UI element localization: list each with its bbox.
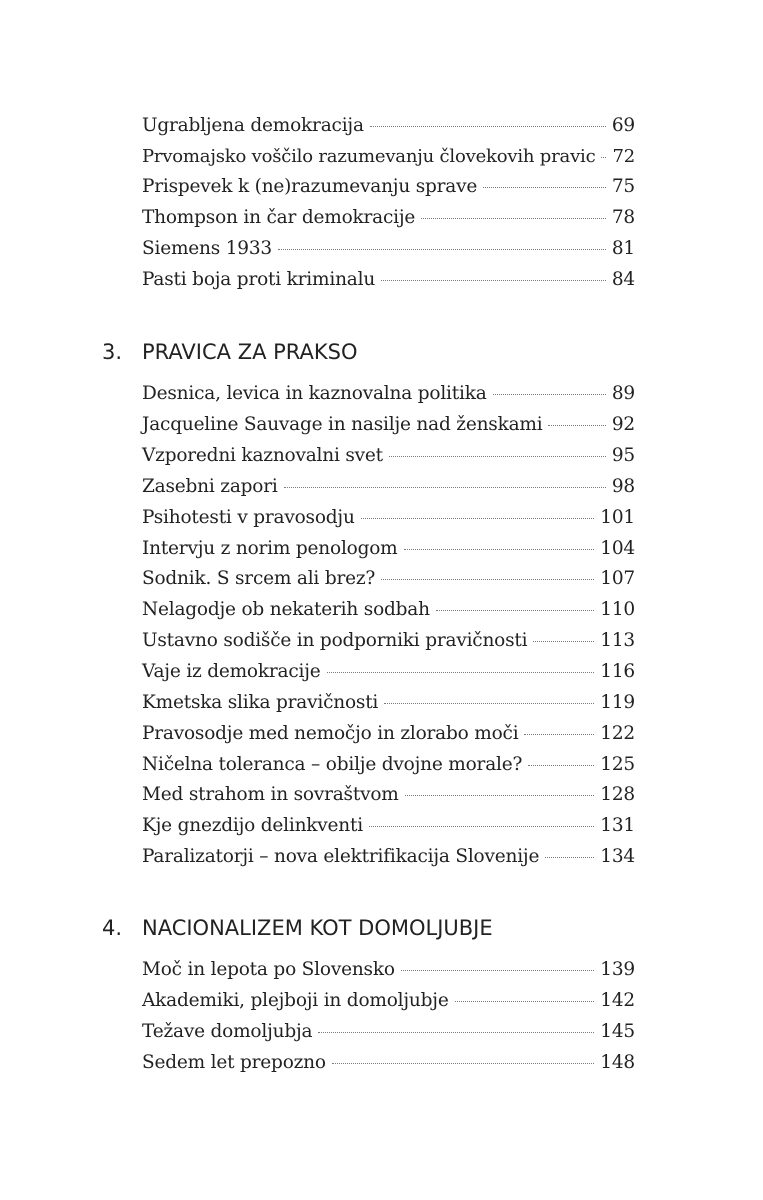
toc-entry-title: Vzporedni kaznovalni svet [142,445,383,466]
toc-entry-page: 104 [600,538,635,559]
toc-entry-title: Težave domoljubja [142,1021,313,1042]
toc-entry-title: Moč in lepota po Slovensko [142,959,395,980]
toc-entry [142,688,635,718]
dot-leader [455,1001,595,1002]
toc-entry-page: 110 [600,599,635,620]
dot-leader [483,187,606,188]
toc-entry-page: 72 [612,146,635,167]
dot-leader [284,487,606,488]
toc-entry-title: Sodnik. S srcem ali brez? [142,568,376,589]
toc-entry-page: 139 [600,959,635,980]
toc-entry [142,564,635,594]
toc-entry [142,1017,635,1047]
dot-leader [545,857,594,858]
toc-entry-title: Zasebni zapori [142,476,278,497]
toc-entry-page: 128 [600,784,635,805]
toc-entry [142,595,635,625]
dot-leader [493,394,606,395]
toc-entry-title: Siemens 1933 [142,238,272,259]
toc-entry-title: Intervju z norim penologom [142,538,398,559]
toc-entry [142,1048,635,1078]
toc-entry-page: 119 [600,692,635,713]
toc-entry-title: Pasti boja proti kriminalu [142,269,376,290]
dot-leader [401,970,595,971]
toc-entry-page: 84 [611,269,635,290]
dot-leader [436,610,594,611]
dot-leader [318,1032,594,1033]
toc-entry-title: Paralizatorji – nova elektrifikacija Slovenije [142,846,540,867]
toc-entry [142,503,635,533]
toc-entry [142,203,635,233]
toc-entry [142,265,635,295]
toc-entry-title: Thompson in čar demokracije [142,207,416,228]
toc-entry-page: 116 [600,661,635,682]
dot-leader [369,826,594,827]
toc-entry-page: 148 [600,1052,635,1073]
toc-entry [142,472,635,502]
toc-entry [142,142,635,172]
toc-entry-page: 75 [611,176,635,197]
toc-entry-title: Prispevek k (ne)razumevanju sprave [142,176,478,197]
toc-entry [142,750,635,780]
dot-leader [327,672,595,673]
toc-entry [142,172,635,202]
toc-entry-title: Kmetska slika pravičnosti [142,692,379,713]
toc-entry-page: 107 [600,568,635,589]
toc-entry-page: 69 [611,115,635,136]
toc-entry-title: Med strahom in sovraštvom [142,784,399,805]
toc-entry-page: 92 [611,414,635,435]
toc-entry-title: Ugrabljena demokracija [142,115,364,136]
toc-entry-page: 122 [600,723,635,744]
dot-leader [381,579,594,580]
dot-leader [548,425,605,426]
section-heading [102,335,358,369]
dot-leader [370,126,606,127]
toc-entry-page: 125 [600,754,635,775]
section-title: NACIONALIZEM KOT DOMOLJUBJE [142,916,493,940]
toc-entry [142,811,635,841]
toc-entry-page: 89 [611,383,635,404]
toc-entry [142,379,635,409]
toc-entry-title: Nelagodje ob nekaterih sodbah [142,599,430,620]
toc-entry [142,780,635,810]
toc-entry-title: Vaje iz demokracije [142,661,321,682]
toc-entry [142,410,635,440]
dot-leader [405,795,595,796]
toc-entry-title: Prvomajsko voščilo razumevanju človekovih pravic [142,146,596,167]
dot-leader [524,734,594,735]
toc-entry-title: Pravosodje med nemočjo in zlorabo moči [142,723,519,744]
toc-entry-page: 142 [600,990,635,1011]
dot-leader [533,641,594,642]
dot-leader [361,518,595,519]
toc-entry [142,842,635,872]
toc-entry [142,111,635,141]
toc-entry [142,657,635,687]
dot-leader [278,249,606,250]
dot-leader [384,703,594,704]
toc-entry-title: Jacqueline Sauvage in nasilje nad ženskami [142,414,543,435]
dot-leader [389,456,606,457]
toc-entry-title: Desnica, levica in kaznovalna politika [142,383,487,404]
toc-entry [142,955,635,985]
toc-entry [142,626,635,656]
toc-entry-title: Ničelna toleranca – obilje dvojne morale? [142,754,523,775]
toc-entry-title: Ustavno sodišče in podporniki pravičnosti [142,630,528,651]
toc-entry-title: Akademiki, plejboji in domoljubje [142,990,449,1011]
toc-entry-page: 113 [600,630,635,651]
toc-entry-page: 145 [600,1021,635,1042]
dot-leader [332,1063,594,1064]
dot-leader [381,280,606,281]
toc-entry-page: 98 [611,476,635,497]
dot-leader [404,549,595,550]
dot-leader [528,765,594,766]
dot-leader [601,157,606,158]
section-heading [102,911,493,945]
toc-entry-page: 95 [611,445,635,466]
toc-entry-title: Kje gnezdijo delinkventi [142,815,363,836]
toc-entry-page: 134 [600,846,635,867]
toc-entry [142,234,635,264]
toc-entry [142,719,635,749]
toc-entry-page: 131 [600,815,635,836]
toc-entry [142,986,635,1016]
section-number: 3. [102,340,123,364]
toc-entry [142,534,635,564]
toc-entry-title: Sedem let prepozno [142,1052,326,1073]
toc-entry-page: 101 [600,507,635,528]
section-title: PRAVICA ZA PRAKSO [142,340,358,364]
toc-entry-page: 81 [611,238,635,259]
section-number: 4. [102,916,123,940]
toc-entry-page: 78 [611,207,635,228]
dot-leader [421,218,606,219]
toc-entry [142,441,635,471]
toc-entry-title: Psihotesti v pravosodju [142,507,355,528]
